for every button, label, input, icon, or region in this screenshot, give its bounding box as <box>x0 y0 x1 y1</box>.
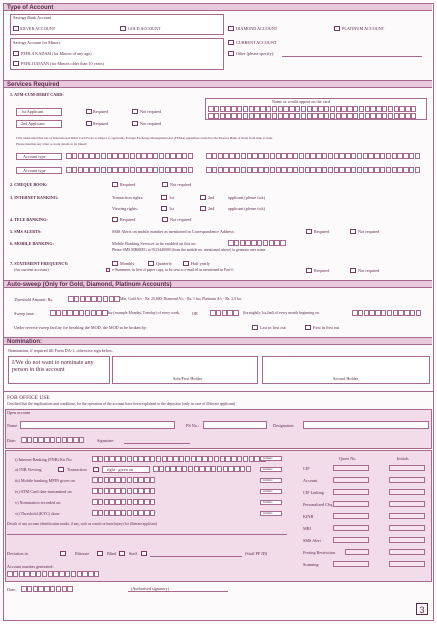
date2-cells[interactable] <box>21 586 73 592</box>
signature-line <box>124 443 190 444</box>
fortnight-label: (fortnightly 1st,2nd) of every month beginning on <box>243 311 319 315</box>
ib-kit-label: i) Internet Banking (PNB) Kit No. <box>15 457 73 462</box>
scanning-quote-cell[interactable] <box>333 561 369 567</box>
cheque-required-label: Required <box>120 182 136 187</box>
monthly-checkbox[interactable] <box>112 261 118 266</box>
account-cells-1[interactable] <box>66 153 194 159</box>
date-cells[interactable] <box>21 437 85 443</box>
pehli-udaan-label: PEHLI UDAAN (for Minors older than 10 years) <box>21 61 104 66</box>
sms-required-checkbox[interactable] <box>306 229 312 234</box>
diamond-label: DIAMOND ACCOUNT <box>236 26 278 31</box>
beginning-date-cells[interactable] <box>352 310 422 316</box>
cif-initials-cell[interactable] <box>389 465 425 471</box>
transaction-applicant-label: applicant (please tick) <box>228 195 265 200</box>
current-checkbox[interactable] <box>228 40 234 45</box>
ib-transaction-label: Transaction <box>67 467 87 472</box>
transaction-rights-label: Transaction rights: <box>112 195 144 200</box>
quote-no-header: Quote No. <box>339 456 357 461</box>
authorised-label: (Authorised signatory) <box>131 586 170 591</box>
kinb-label: KINB <box>303 514 314 519</box>
staff-line <box>150 556 242 557</box>
authorised-line <box>128 591 228 592</box>
account-initials-cell[interactable] <box>389 477 425 483</box>
name-field[interactable] <box>20 421 175 429</box>
tele-not-required-checkbox[interactable] <box>162 217 168 222</box>
threshold-kyc-cells[interactable] <box>92 510 156 516</box>
min-balance-note: Min. Gold A/c - Rs. 25,000; Diamond A/c - Rs. 1 lac; Platinum A/c - Rs. 2.5 lac <box>120 297 242 301</box>
name-label: Name: <box>7 423 19 428</box>
gold-label: GOLD ACCOUNT <box>128 26 161 31</box>
tele-required-label: Required <box>120 217 136 222</box>
atm-first-not-required-checkbox[interactable] <box>132 109 138 114</box>
account-cells-1b[interactable] <box>206 153 420 159</box>
sweep-time-label: Sweep time: <box>14 311 35 316</box>
sms-alert-quote-cell[interactable] <box>333 537 369 543</box>
deviation-label: Deviation in <box>7 551 28 556</box>
half-yearly-checkbox[interactable] <box>183 261 189 266</box>
designation-label: Designation: <box>273 423 295 428</box>
ib-transaction-checkbox[interactable] <box>93 467 99 472</box>
cif-linking-initials-cell[interactable] <box>389 489 425 495</box>
certified-note: Certified that the implications and conditions for the operation of the account have been explained to the depositor (only in case of illiterate applicant) <box>7 402 236 406</box>
diamond-checkbox[interactable] <box>228 26 234 31</box>
atm-second-required-checkbox[interactable] <box>86 121 92 126</box>
other-label: Other (please specify): <box>236 51 275 56</box>
tele-required-checkbox[interactable] <box>112 217 118 222</box>
open-account-label: Open account <box>7 410 31 415</box>
cheque-book-label: 2. CHEQUE BOOK: <box>10 182 48 187</box>
sms-alert-initials-cell[interactable] <box>389 537 425 543</box>
mobile-number-cells[interactable] <box>228 240 286 246</box>
nomination-recorded-cells[interactable] <box>92 499 156 505</box>
mbi-initials-cell[interactable] <box>389 525 425 531</box>
pehla-kadam-checkbox[interactable] <box>13 51 19 56</box>
type-of-account-header: Type of Account <box>4 3 432 11</box>
date-label: Date: <box>7 438 17 443</box>
sms-alert-label: SMS Alert <box>303 538 321 543</box>
estatement-checkbox[interactable] <box>106 268 110 272</box>
minors-label: Savings Account for Minors <box>13 40 61 45</box>
quarterly-label: Quarterly <box>156 261 173 266</box>
quarterly-checkbox[interactable] <box>148 261 154 266</box>
or-label: OR <box>192 311 198 316</box>
fifo-label: First in first out <box>313 325 340 330</box>
initials-label-4: initials <box>263 489 273 493</box>
account-number-cells[interactable] <box>7 571 100 577</box>
personalised-chq-label: Personalised Chq. <box>303 502 334 507</box>
sms-required-label: Required <box>314 229 330 234</box>
silver-checkbox[interactable] <box>13 26 19 31</box>
sms-alerts-label: 5. SMS ALERTS: <box>10 229 42 234</box>
mbi-label: MBI <box>303 526 311 531</box>
scanning-label: Scanning <box>303 562 319 567</box>
details-note: Details of any account identification marks, if any, such as a mole or burn/injury (for illiterate applicant) <box>7 522 158 526</box>
initials-label-6: initials <box>263 511 273 515</box>
threshold-kyc-label: vi) Threshold (KYC) done <box>15 511 60 516</box>
half-yearly-label: Half yearly <box>191 261 210 266</box>
second-applicant-label: 2nd Applicant <box>21 121 45 126</box>
estatement-not-required-checkbox[interactable] <box>350 268 356 273</box>
ib-viewing-checkbox[interactable] <box>58 467 64 472</box>
cif-quote-cell[interactable] <box>333 465 369 471</box>
initials-header: Initials <box>397 456 409 461</box>
transaction-first-checkbox[interactable] <box>161 195 167 200</box>
statement-sub-label: (for current account) <box>14 267 49 272</box>
cif-linking-quote-cell[interactable] <box>333 489 369 495</box>
other-line <box>282 56 422 57</box>
personalised-quote-cell[interactable] <box>333 501 369 507</box>
viewing-first-checkbox[interactable] <box>161 206 167 211</box>
ib-viewing-label: a) INB Viewing <box>15 467 42 472</box>
mobile-note: Mobile Banking Services to be enabled on this no. <box>112 241 197 246</box>
savings-bank-label: Savings Bank Account <box>13 15 52 20</box>
atm-second-not-required-label: Not required <box>140 121 162 126</box>
signature-label: Signature: <box>97 438 115 443</box>
viewing-first-label: 1st <box>169 206 174 211</box>
nomination-header: Nomination: <box>4 337 432 345</box>
transaction-second-checkbox[interactable] <box>200 195 206 200</box>
internet-banking-label: 3. INTERNET BANKING: <box>10 195 59 200</box>
scanning-initials-cell[interactable] <box>389 561 425 567</box>
mobile-note-2: Please SMS MBSREG to 9223440000 (from the mobile no. mentioned above) to generate user name <box>112 248 266 252</box>
platinum-label: PLATINUM ACCOUNT <box>342 26 385 31</box>
transaction-first-label: 1st <box>169 195 174 200</box>
mb-mpin-cells[interactable] <box>92 477 156 483</box>
kinb-initials-cell[interactable] <box>389 513 425 519</box>
day-example: day (example Monday, Tuesday) of every week, <box>107 311 181 315</box>
pehla-kadam-label: PEHLA KADAM (for Minors of any age) <box>21 51 92 56</box>
cif-label: CIF <box>303 466 310 471</box>
deviation-checkbox[interactable] <box>60 551 66 556</box>
lifo-checkbox[interactable] <box>252 325 258 330</box>
page-number: 3 <box>416 603 428 615</box>
ps-no-field[interactable] <box>203 421 267 429</box>
posting-restriction-label: Posting Restriction <box>303 550 335 555</box>
services-required-header: Services Required <box>4 80 432 88</box>
initials-label-5: initials <box>263 500 273 504</box>
threshold-cells[interactable] <box>68 296 120 302</box>
designation-field[interactable] <box>303 421 429 429</box>
cheque-required-checkbox[interactable] <box>112 182 118 187</box>
ib-kit-cells[interactable] <box>92 456 266 462</box>
reverse-sweep-note: Under reverse sweep facility for breaking the MOD, the MOD to be broken by: <box>14 325 148 330</box>
atm-first-not-required-label: Not required <box>140 109 162 114</box>
initials-label-3: initials <box>263 478 273 482</box>
blind-label: Blind <box>107 551 117 556</box>
rights-given-label: right - given on <box>107 467 133 472</box>
other-checkbox[interactable] <box>228 51 234 56</box>
viewing-rights-label: Viewing rights: <box>112 206 138 211</box>
sweep-time-cells[interactable] <box>50 310 108 316</box>
estatement-not-required-label: Not required <box>358 268 380 273</box>
staff-pf-label: (Staff PF ID) <box>245 551 268 556</box>
monthly-label: Monthly <box>120 261 135 266</box>
tele-not-required-label: Not required <box>170 217 192 222</box>
sms-note: SMS Alerts on mobile number as mentioned in Correspondence Address: <box>112 229 235 234</box>
blind-checkbox[interactable] <box>119 551 125 556</box>
account-number-generated-label: Account number generated: <box>7 564 54 569</box>
current-label: CURRENT ACCOUNT <box>236 40 277 45</box>
details-line <box>7 534 287 535</box>
platinum-checkbox[interactable] <box>334 26 340 31</box>
atm-second-required-label: Required <box>93 121 109 126</box>
office-divider <box>3 391 434 392</box>
posting-quote-cell[interactable] <box>345 549 369 555</box>
estatement-note: e-Statement, in lieu of paper copy, to be sent to e-mail id as mentioned in Part-I: <box>112 268 234 272</box>
atm-note: I/We understand that use of International Debit Card/Forex is subject to applicable Foreign Exchange Management Act (FEMA) guidelines issued by the Reserve Bank of India from time to time. <box>16 136 273 140</box>
account-row-label: Account <box>303 478 318 483</box>
estatement-required-checkbox[interactable] <box>306 268 312 273</box>
transaction-second-label: 2nd <box>208 195 215 200</box>
cif-linking-label: CIF Linking <box>303 490 324 495</box>
auto-sweep-header: Auto-sweep (Only for Gold, Diamond, Platinum Accounts) <box>4 280 432 288</box>
initials-label-2: initials <box>263 467 273 471</box>
nomination-note: Nomination, if required fill Form DA-1, otherwise sign below. <box>8 348 113 353</box>
account-type-label-2: Account type <box>23 168 46 173</box>
atm-second-not-required-checkbox[interactable] <box>132 121 138 126</box>
staff-label: Staff <box>129 551 138 556</box>
sms-not-required-label: Not required <box>358 229 380 234</box>
viewing-second-checkbox[interactable] <box>200 206 206 211</box>
fortnight-cells[interactable] <box>210 310 239 316</box>
atm-first-required-label: Required <box>93 109 109 114</box>
atm-card-date-label: iv) ATM Card date transmitted on <box>15 489 72 494</box>
rights-date-cells[interactable] <box>153 466 252 472</box>
account-type-label-1: Account type <box>23 154 46 159</box>
silver-label: SILVER ACCOUNT <box>20 26 56 31</box>
mb-mpin-label: iii) Mobile banking MPIN given on <box>15 478 75 483</box>
statement-frequency-label: 7. STATEMENT FREQUENCY: <box>10 261 69 266</box>
card-name-cells-1[interactable] <box>208 106 417 112</box>
cheque-not-required-label: Not required <box>170 182 192 187</box>
nomination-recorded-label: v) Nomination recorded on <box>15 500 61 505</box>
cheque-not-required-checkbox[interactable] <box>162 182 168 187</box>
atm-title: 1. ATM-CUM-DEBIT CARD: <box>10 92 64 97</box>
initials-label-1: initials <box>263 456 273 460</box>
sms-not-required-checkbox[interactable] <box>350 229 356 234</box>
office-use-title: FOR OFFICE USE <box>7 395 50 401</box>
atm-note-2: Please mention any other account details to be linked: <box>16 142 88 146</box>
gold-checkbox[interactable] <box>120 26 126 31</box>
no-nominate-label: I/We do not want to nominate any person in this account <box>12 360 94 373</box>
illiterate-label: Illiterate <box>75 551 90 556</box>
viewing-second-label: 2nd <box>208 206 215 211</box>
viewing-applicant-label: applicant (please tick) <box>228 206 265 211</box>
date2-label: Date: <box>7 587 17 592</box>
tele-banking-label: 4. TELE BANKING: <box>10 217 48 222</box>
atm-card-date-cells[interactable] <box>92 488 156 494</box>
lifo-label: Last in first out <box>260 325 286 330</box>
fifo-checkbox[interactable] <box>305 325 311 330</box>
mbi-quote-cell[interactable] <box>333 525 369 531</box>
staff-checkbox[interactable] <box>141 551 147 556</box>
kinb-quote-cell[interactable] <box>333 513 369 519</box>
first-applicant-label: 1st Applicant <box>21 109 44 114</box>
pehli-udaan-checkbox[interactable] <box>13 61 19 66</box>
ps-no-label: PS No.: <box>186 423 200 428</box>
second-holder-label: Second Holder <box>333 376 359 381</box>
account-quote-cell[interactable] <box>333 477 369 483</box>
estatement-required-label: Required <box>314 268 330 273</box>
threshold-label: Threshold Amount: Rs. <box>14 297 54 302</box>
posting-initials-cell[interactable] <box>389 549 425 555</box>
mobile-banking-label: 6. MOBILE BANKING: <box>10 241 54 246</box>
first-holder-label: Sole/First Holder <box>173 376 202 381</box>
personalised-initials-cell[interactable] <box>389 501 425 507</box>
open-account-panel <box>5 409 432 449</box>
account-cells-2[interactable] <box>66 167 194 173</box>
atm-first-required-checkbox[interactable] <box>86 109 92 114</box>
account-cells-2b[interactable] <box>206 167 420 173</box>
card-name-cells-2[interactable] <box>208 113 417 119</box>
name-on-card-label: Name as would appear on the card <box>272 99 330 104</box>
illiterate-checkbox[interactable] <box>97 551 103 556</box>
